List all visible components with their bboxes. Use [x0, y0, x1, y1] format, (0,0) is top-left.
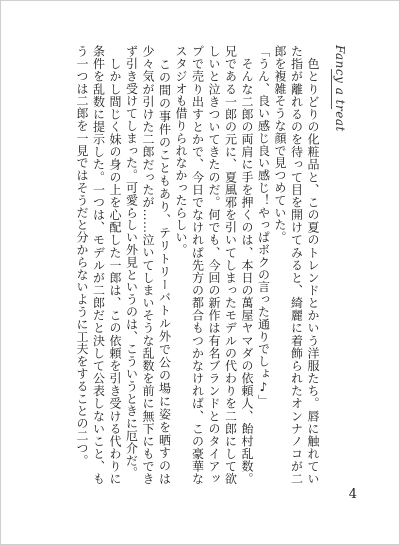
- page-number: 4: [348, 487, 357, 502]
- paragraph: しかし間じく妹の身の上を心配した一郎は、この依頼を引き受ける代わりに条件を乱数に提示した。一つは、モデルが二郎だと決して公表しないこと、もう一つは二郎を一見ではそうだと分からないように工夫をすることの二つ。: [75, 45, 122, 485]
- paragraph: 「うん、良い感じ良い感じ！やっぱボクの言った通りでしょ♪」: [256, 45, 271, 407]
- body-text: [74, 45, 322, 485]
- paragraph: 色とりどりの化粧品と、この夏のトレンドとかいう洋服たち。唇に触れていた指が離れるのを待って目を開けてみると、綺麗に着飾られたオンナノコが二郎を複雑そうな顔で見つめていた。: [273, 45, 320, 485]
- paragraph: この間の事件のこともあり、テリトリーバトル外で公の場に姿を晒すのは少々気が引けた二郎だったが……泣いてしまいそうな乱数を前に無下にもできず引き受けてしまった。可愛らしい外見というのは、こういうときに厄介だ。: [124, 45, 172, 485]
- header-rule: [331, 69, 333, 109]
- paragraph: そんな二郎の両肩に手を押くのは、本日の萬屋ヤマダの依頼人、飴村乱数。兄である一郎の元に、夏風邪を引いてしまったモデルの代わりを二郎にして欲しいと泣きついてきたのだ。何でも、今回の新作は有名ブランドとのタイアップで売り出すとかで、今日でなければ先方の都合もつかなければ、この豪華なスタジオも借りられなかったらしい。: [174, 45, 254, 485]
- running-header: Fancy a treat: [333, 45, 347, 132]
